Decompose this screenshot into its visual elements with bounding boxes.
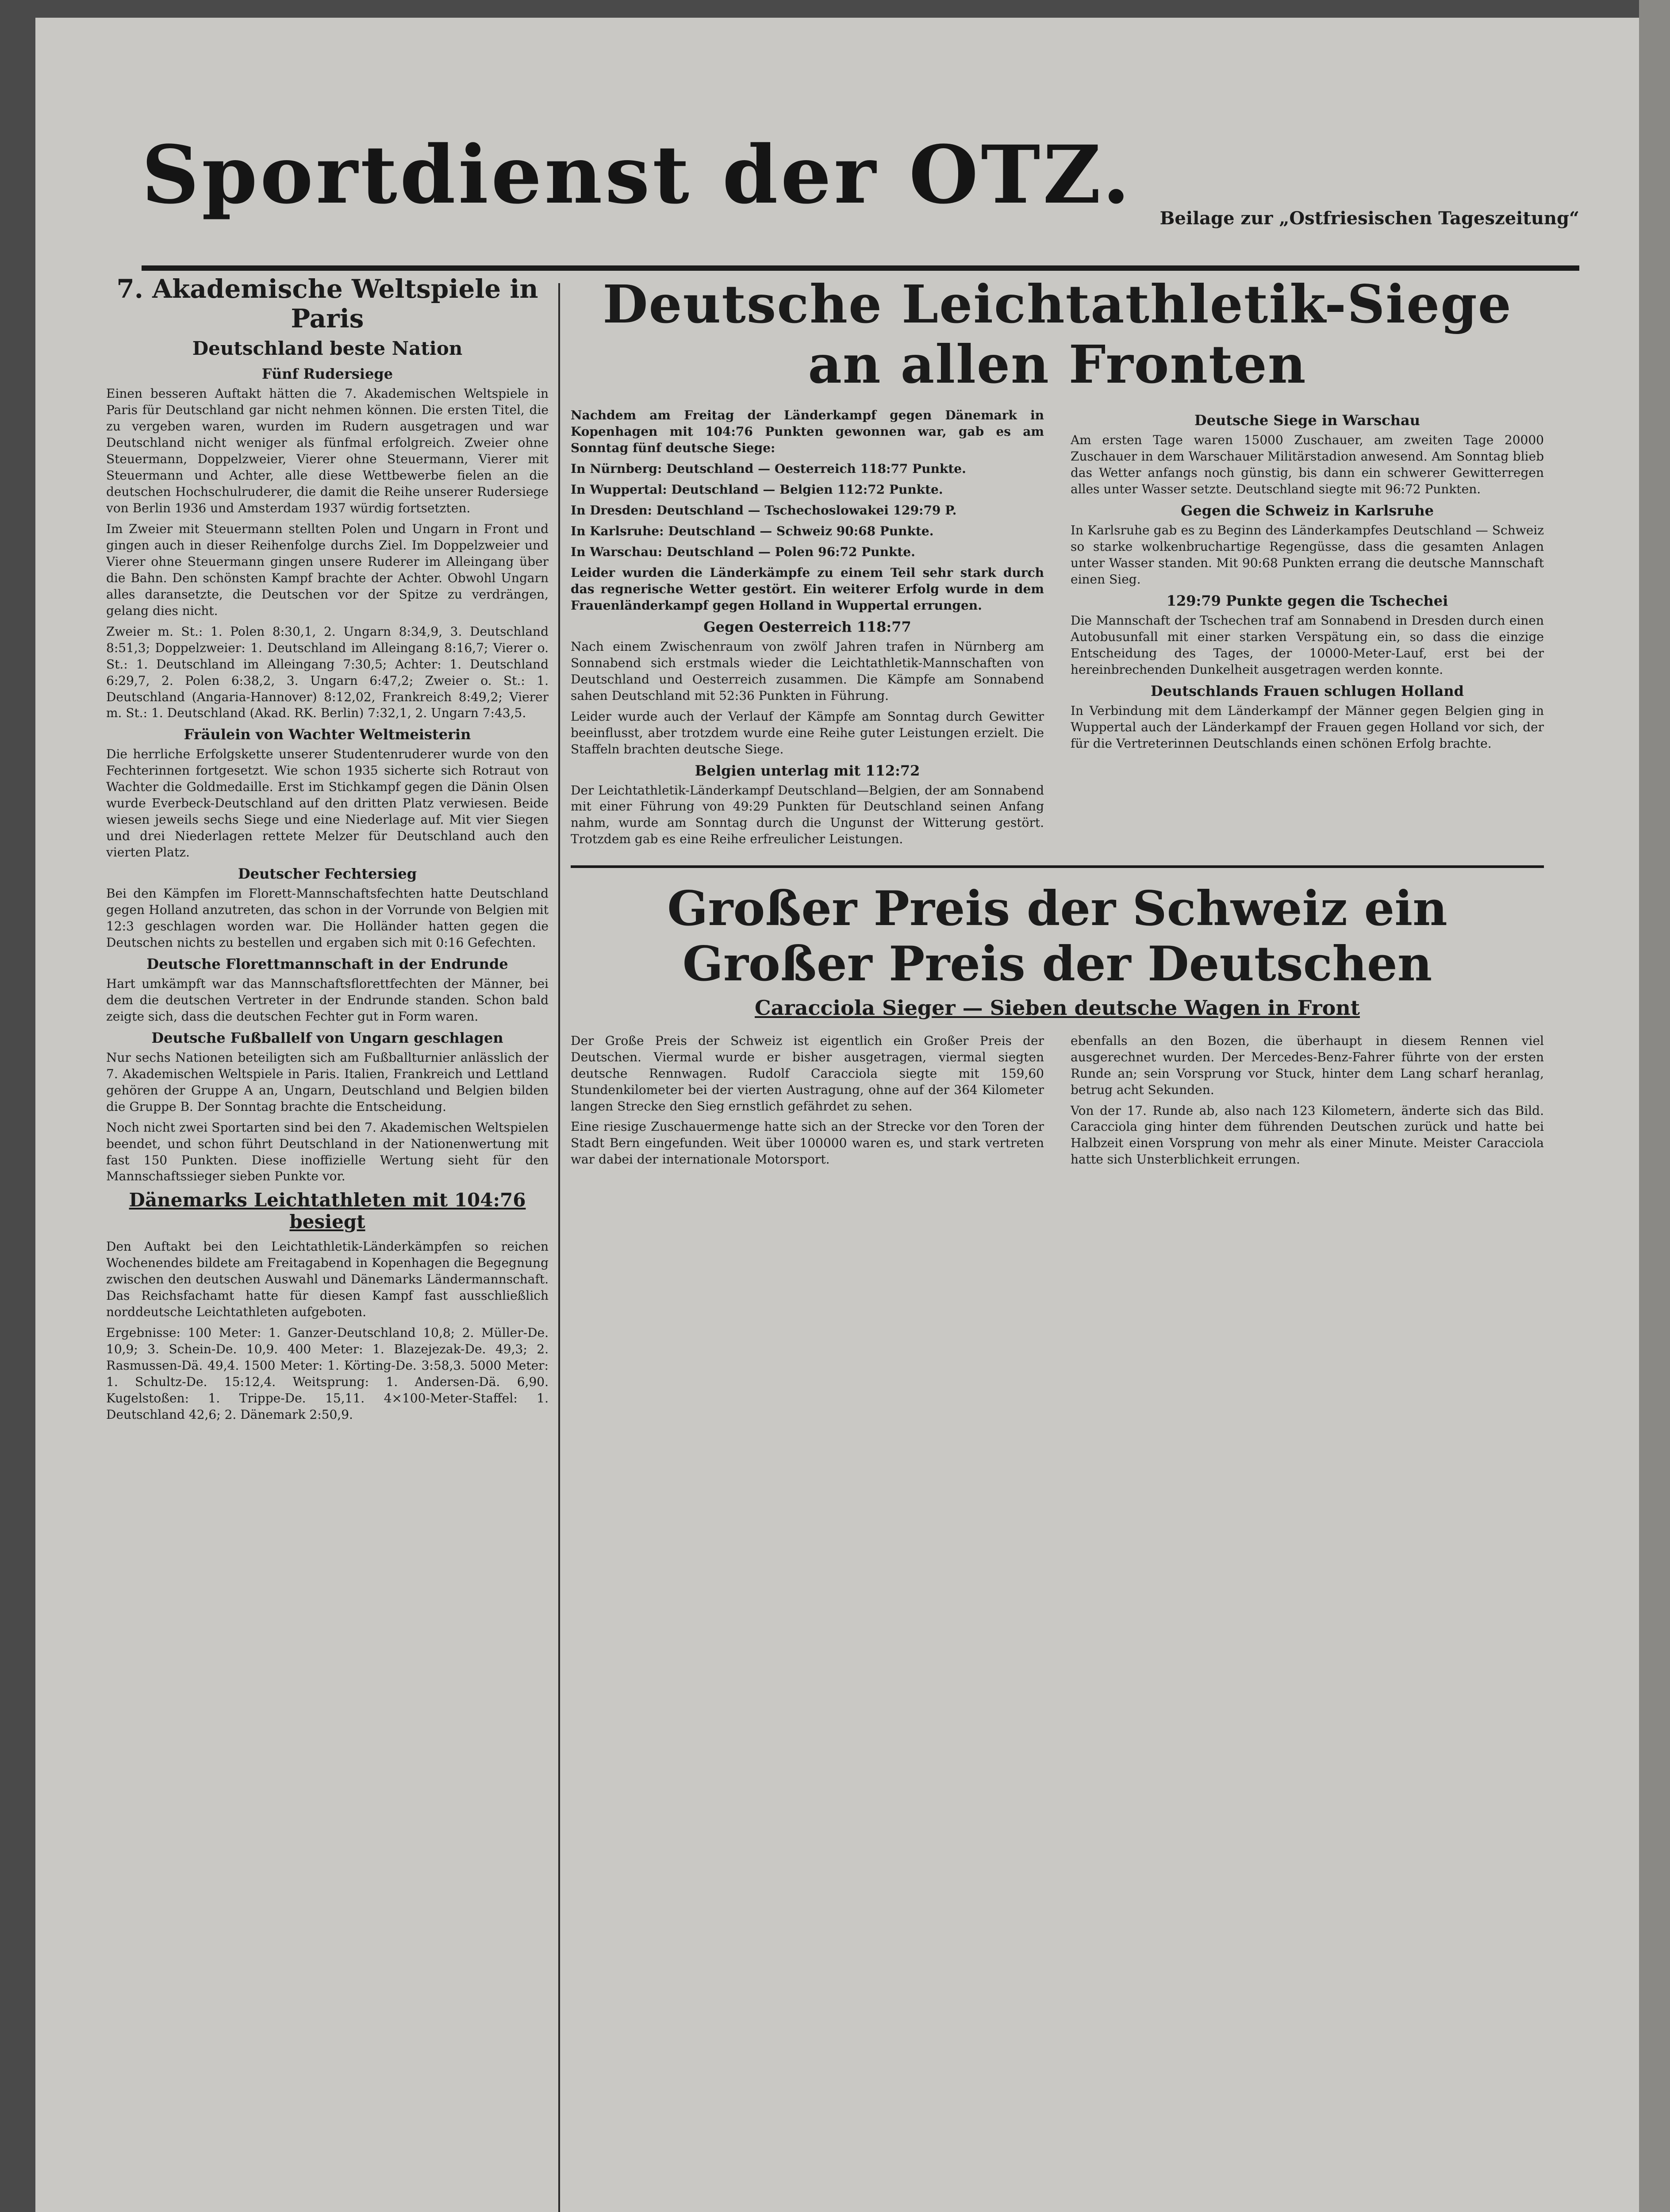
right-col-a [571,407,1044,852]
top-rule [142,265,1579,271]
article-kicker: Fünf Rudersiege [261,365,393,383]
paragraph: In Verbindung mit dem Länderkampf der Männer gegen Belgien ging in Wuppertal auch der Länderkampf der Frauen gegen Holland vor sich, der für die Vertreterinnen Deutschlands einen schönen Erfolg brachte. [1071,703,1544,751]
headline: Großer Preis der Schweiz ein Großer Preis der Deutschen [667,881,1447,992]
motor-col-a [571,1033,1044,1173]
paragraph: ebenfalls an den Bozen, die überhaupt in diesem Rennen viel ausgerechnet wurden. Der Mercedes-Benz-Fahrer führte von der ersten Runde an; sein Vorsprung vor Stuck, hinter dem Lang scharf heranlag, betrug acht Sekunden. [1071,1033,1544,1097]
right-section [571,274,1544,2212]
section-heading: Belgien unterlag mit 112:72 [695,762,920,779]
section-heading: Deutsche Florettmannschaft in der Endrunde [146,955,508,972]
section-heading: Deutsche Fußballelf von Ungarn geschlagen [151,1029,503,1046]
paragraph: Nur sechs Nationen beteiligten sich am Fußballturnier anlässlich der 7. Akademischen Weltspiele in Paris. Italien, Frankreich und Lettland gehören der Gruppe A an, Ungarn, Deutschland und Belgien bilden die Gruppe B. Der Sonntag brachte die Entscheidung. [106,1050,549,1114]
paragraph: Bei den Kämpfen im Florett-Mannschaftsfechten hatte Deutschland gegen Holland anzutreten, das schon in der Vorrunde von Belgien mit 12:3 geschlagen worden war. Die Holländer hatten gegen die Deutschen nichts zu bestellen und ergaben sich mit 0:16 Gefechten. [106,886,549,950]
paragraph: Einen besseren Auftakt hätten die 7. Akademischen Weltspiele in Paris für Deutschland gar nicht nehmen können. Die ersten Titel, die zu vergeben waren, wurden im Rudern ausgetragen und war Deutschland nicht weniger als fünfmal erfolgreich. Zweier ohne Steuermann, Doppelzweier, Vierer ohne Steuermann, Vierer mit Steuermann und Achter, alle diese Wettbewerbe fielen an die deutschen Hochschulruderer, die damit die Reihe unserer Rudersiege von Berlin 1936 und Amsterdam 1937 würdig fortsetzten. [106,386,549,516]
result-line: In Karlsruhe: Deutschland — Schweiz 90:68 Punkte. [571,524,934,539]
paragraph: Von der 17. Runde ab, also nach 123 Kilometern, änderte sich das Bild. Caracciola ging hinter dem führenden Deutschen zurück und hatte bei Halbzeit einen Vorsprung von mehr als einer Minute. Meister Caracciola hatte sich Unsterblichkeit errungen. [1071,1103,1544,1167]
paragraph: In Karlsruhe gab es zu Beginn des Länderkampfes Deutschland — Schweiz so starke wolkenbruchartige Regengüsse, dass die gesamten Anlagen unter Wasser standen. Mit 90:68 Punkten errang die deutsche Mannschaft einen Sieg. [1071,523,1544,587]
paragraph: Im Zweier mit Steuermann stellten Polen und Ungarn in Front und gingen auch in dieser Reihenfolge durchs Ziel. Im Doppelzweier und Vierer ohne Steuermann gingen unsere Ruderer im Alleingang über die Bahn. Den schönsten Kampf brachte der Achter. Obwohl Ungarn alles daransetzte, die Deutschen vor der Spitze zu verdrängen, gelang dies nicht. [106,522,549,618]
subheadline: Caracciola Sieger — Sieben deutsche Wagen in Front [755,995,1360,1020]
paragraph: Am ersten Tage waren 15000 Zuschauer, am zweiten Tage 20000 Zuschauer in dem Warschauer Militärstadion anwesend. Am Sonntag blieb das Wetter anfangs noch günstig, bis dann ein schwerer Gewitterregen alles unter Wasser setzte. Deutschland siegte mit 96:72 Punkten. [1071,433,1544,497]
result-line: In Nürnberg: Deutschland — Oesterreich 118:77 Punkte. [571,461,966,476]
section-heading: Gegen die Schweiz in Karlsruhe [1181,502,1434,519]
masthead: Sportdienst der OTZ. [142,128,1133,222]
paragraph: Eine riesige Zuschauermenge hatte sich an der Strecke vor den Toren der Stadt Bern eingefunden. Weit über 100000 waren es, und stark vertreten war dabei der internationale Motorsport. [571,1119,1044,1167]
headline: Deutsche Leichtathletik-Siege an allen Fronten [603,274,1512,395]
motor-col-b [1071,1033,1544,1173]
section-heading: Deutschlands Frauen schlugen Holland [1151,682,1464,699]
article-title: Dänemarks Leichtathleten mit 104:76 besiegt [129,1189,526,1233]
note-text: Leider wurden die Länderkämpfe zu einem Teil sehr stark durch das regnerische Wetter gestört. Ein weiterer Erfolg wurde in dem Frauenländerkampf gegen Holland in Wuppertal errungen. [571,565,1044,613]
paragraph: Der Leichtathletik-Länderkampf Deutschland—Belgien, der am Sonnabend mit einer Führung von 49:29 Punkten für Deutschland seinen Anfang nahm, wurde am Sonntag durch die Ungunst der Witterung gestört. Trotzdem gab es eine Reihe erfreulicher Leistungen. [571,783,1044,847]
column-rule [558,283,560,2212]
article-subtitle: Deutschland beste Nation [192,338,463,360]
page-edge [1639,0,1670,2212]
section-heading: Gegen Oesterreich 118:77 [703,618,911,635]
paragraph: Hart umkämpft war das Mannschaftsflorettfechten der Männer, bei dem die deutschen Vertreter in der Endrunde standen. Schon bald zeigte sich, dass die deutschen Fechter gut in Form waren. [106,976,549,1024]
result-line: In Warschau: Deutschland — Polen 96:72 Punkte. [571,545,915,560]
intro-text: Nachdem am Freitag der Länderkampf gegen Dänemark in Kopenhagen mit 104:76 Punkten gewonnen war, gab es am Sonntag fünf deutsche Siege: [571,408,1044,456]
divider [571,865,1544,868]
section-heading: Fräulein von Wachter Weltmeisterin [184,726,471,743]
paragraph: Den Auftakt bei den Leichtathletik-Länderkämpfen so reichen Wochenendes bildete am Freitagabend in Kopenhagen die Begegnung zwischen den deutschen Auswahl und Dänemarks Ländermannschaft. Das Reichsfachamt hatte für diesen Kampf fast ausschließlich norddeutsche Leichtathleten aufgeboten. [106,1239,549,1320]
section-heading: Deutscher Fechtersieg [238,865,417,883]
paragraph: Die Mannschaft der Tschechen traf am Sonnabend in Dresden durch einen Autobusunfall mit einer starken Verspätung ein, so dass die einzige Entscheidung des Tages, der 10000-Meter-Lauf, erst bei der hereinbrechenden Dunkelheit ausgetragen werden konnte. [1071,613,1544,677]
section-heading: 129:79 Punkte gegen die Tschechei [1166,592,1448,609]
results-list [571,461,1044,561]
left-column [106,274,549,2212]
article-title: 7. Akademische Weltspiele in Paris [116,274,538,334]
paragraph: Zweier m. St.: 1. Polen 8:30,1, 2. Ungarn 8:34,9, 3. Deutschland 8:51,3; Doppelzweier: 1. Deutschland im Alleingang 8:16,7; Vierer o. St.: 1. Deutschland im Alleingang 7:30,5; Achter: 1. Deutschland 6:29,7, 2. Polen 6:38,2, 3. Ungarn 6:47,2; Zweier o. St.: 1. Deutschland (Angaria-Hannover) 8:12,02, Frankreich 8:49,2; Vierer m. St.: 1. Deutschland (Akad. RK. Berlin) 7:32,1, 2. Ungarn 7:43,5. [106,624,549,721]
right-col-b [1071,407,1544,852]
paragraph: Noch nicht zwei Sportarten sind bei den 7. Akademischen Weltspielen beendet, und schon führt Deutschland in der Nationenwertung mit fast 150 Punkten. Diese inoffizielle Wertung sieht für den Mannschaftssieger sieben Punkte vor. [106,1120,549,1184]
paragraph: Leider wurde auch der Verlauf der Kämpfe am Sonntag durch Gewitter beeinflusst, aber trotzdem wurde eine Reihe guter Leistungen erzielt. Die Staffeln brachten deutsche Siege. [571,709,1044,757]
paragraph: Nach einem Zwischenraum von zwölf Jahren trafen in Nürnberg am Sonnabend sich erstmals wieder die Leichtathletik-Mannschaften von Deutschland und Oesterreich zusammen. Die Kämpfe am Sonnabend sahen Deutschland mit 52:36 Punkten in Führung. [571,639,1044,703]
supplement-note: Beilage zur „Ostfriesischen Tageszeitung“ [1159,208,1579,229]
section-heading: Deutsche Siege in Warschau [1194,412,1420,429]
result-line: In Dresden: Deutschland — Tschechoslowakei 129:79 P. [571,503,957,518]
motor-columns [571,1033,1544,1173]
paragraph: Der Große Preis der Schweiz ist eigentlich ein Großer Preis der Deutschen. Viermal wurde er bisher ausgetragen, viermal siegten deutsche Rennwagen. Rudolf Caracciola siegte mit 159,60 Stundenkilometer bei der vierten Austragung, ohne auf der 364 Kilometer langen Strecke den Sieg ernstlich gefährdet zu sehen. [571,1033,1044,1114]
paragraph: Die herrliche Erfolgskette unserer Studentenruderer wurde von den Fechterinnen fortgesetzt. Wie schon 1935 sicherte sich Rotraut von Wachter die Goldmedaille. Erst im Stichkampf gegen die Dänin Olsen wurde Everbeck-Deutschland auf den dritten Platz verwiesen. Beide wiesen jeweils sechs Siege und eine Niederlage auf. Mit vier Siegen und drei Niederlagen rettete Melzer für Deutschland auch den vierten Platz. [106,747,549,860]
paragraph: Ergebnisse: 100 Meter: 1. Ganzer-Deutschland 10,8; 2. Müller-De. 10,9; 3. Schein-De. 10,9. 400 Meter: 1. Blazejezak-De. 49,3; 2. Rasmussen-Dä. 49,4. 1500 Meter: 1. Körting-De. 3:58,3. 5000 Meter: 1. Schultz-De. 15:12,4. Weitsprung: 1. Andersen-Dä. 6,90. Kugelstoßen: 1. Trippe-De. 15,11. 4×100-Meter-Staffel: 1. Deutschland 42,6; 2. Dänemark 2:50,9. [106,1325,549,1422]
result-line: In Wuppertal: Deutschland — Belgien 112:72 Punkte. [571,482,943,497]
right-columns [571,407,1544,852]
